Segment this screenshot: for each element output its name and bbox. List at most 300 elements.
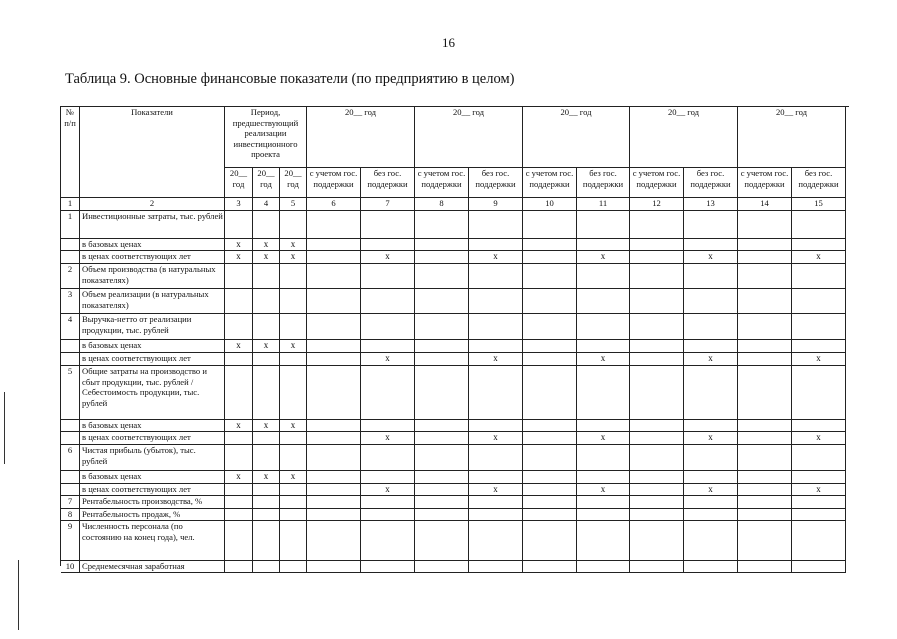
data-cell [630, 251, 684, 264]
data-cell [415, 264, 469, 289]
data-cell [577, 445, 630, 471]
data-cell [738, 471, 792, 484]
data-cell [469, 314, 523, 340]
data-cell [307, 239, 361, 251]
header-num: № п/п [61, 107, 80, 198]
data-cell [630, 432, 684, 445]
data-cell [415, 314, 469, 340]
data-cell [630, 353, 684, 366]
header-without-support: без гос. поддержки [792, 168, 846, 198]
data-cell [523, 340, 577, 353]
row-label: в ценах соответствующих лет [80, 432, 225, 445]
data-cell [415, 561, 469, 573]
data-cell [307, 251, 361, 264]
data-cell [253, 264, 280, 289]
data-cell [253, 314, 280, 340]
data-cell [253, 211, 280, 239]
data-cell [523, 251, 577, 264]
data-cell [469, 340, 523, 353]
data-cell [361, 509, 415, 521]
data-cell [225, 561, 253, 573]
header-period-year: 20__ год [225, 168, 253, 198]
page-number: 16 [442, 35, 455, 50]
data-cell [684, 340, 738, 353]
row-label: Объем реализации (в натуральных показателях) [80, 289, 225, 314]
not-applicable-mark: x [225, 420, 253, 432]
data-cell [630, 264, 684, 289]
data-cell [684, 521, 738, 561]
header-without-support: без гос. поддержки [577, 168, 630, 198]
data-cell [684, 509, 738, 521]
header-with-support: с учетом гос. поддержки [415, 168, 469, 198]
not-applicable-mark: x [577, 251, 630, 264]
not-applicable-mark: x [684, 484, 738, 496]
column-number: 12 [630, 198, 684, 211]
data-cell [738, 496, 792, 509]
column-number: 13 [684, 198, 738, 211]
row-number: 2 [61, 264, 80, 289]
data-cell [469, 366, 523, 420]
data-cell [225, 521, 253, 561]
not-applicable-mark: x [684, 432, 738, 445]
data-cell [469, 420, 523, 432]
data-cell [415, 484, 469, 496]
row-label: Инвестиционные затраты, тыс. рублей [80, 211, 225, 239]
data-cell [792, 471, 846, 484]
row-label: в ценах соответствующих лет [80, 484, 225, 496]
row-number [61, 420, 80, 432]
row-number: 6 [61, 445, 80, 471]
data-cell [280, 211, 307, 239]
data-cell [469, 496, 523, 509]
data-cell [469, 289, 523, 314]
data-cell [523, 314, 577, 340]
not-applicable-mark: x [225, 340, 253, 353]
data-cell [630, 509, 684, 521]
data-cell [523, 366, 577, 420]
data-cell [684, 239, 738, 251]
not-applicable-mark: x [684, 353, 738, 366]
data-cell [225, 445, 253, 471]
not-applicable-mark: x [280, 420, 307, 432]
header-year: 20__ год [523, 107, 630, 168]
data-cell [738, 432, 792, 445]
header-indicator: Показатели [80, 107, 225, 198]
data-cell [253, 289, 280, 314]
data-cell [307, 366, 361, 420]
data-cell [684, 289, 738, 314]
data-cell [415, 239, 469, 251]
data-cell [738, 289, 792, 314]
data-cell [523, 432, 577, 445]
not-applicable-mark: x [253, 251, 280, 264]
data-cell [738, 211, 792, 239]
data-cell [280, 353, 307, 366]
data-cell [307, 289, 361, 314]
data-cell [577, 496, 630, 509]
row-label: в базовых ценах [80, 471, 225, 484]
column-number: 15 [792, 198, 846, 211]
row-label: Среднемесячная заработная [80, 561, 225, 573]
data-cell [577, 340, 630, 353]
data-cell [415, 432, 469, 445]
header-period-year: 20__ год [253, 168, 280, 198]
data-cell [630, 484, 684, 496]
data-cell [225, 289, 253, 314]
data-cell [469, 521, 523, 561]
data-cell [523, 509, 577, 521]
row-label: в базовых ценах [80, 239, 225, 251]
row-number: 7 [61, 496, 80, 509]
data-cell [280, 561, 307, 573]
row-number: 10 [61, 561, 80, 573]
not-applicable-mark: x [253, 340, 280, 353]
data-cell [523, 496, 577, 509]
not-applicable-mark: x [280, 471, 307, 484]
data-cell [738, 264, 792, 289]
not-applicable-mark: x [577, 432, 630, 445]
not-applicable-mark: x [792, 353, 846, 366]
data-cell [577, 211, 630, 239]
data-cell [361, 471, 415, 484]
column-number: 14 [738, 198, 792, 211]
data-cell [577, 509, 630, 521]
data-cell [415, 211, 469, 239]
header-year: 20__ год [307, 107, 415, 168]
data-cell [415, 420, 469, 432]
not-applicable-mark: x [577, 484, 630, 496]
row-label: Объем производства (в натуральных показателях) [80, 264, 225, 289]
column-number: 2 [80, 198, 225, 211]
data-cell [469, 509, 523, 521]
data-cell [577, 521, 630, 561]
data-cell [415, 353, 469, 366]
data-cell [792, 366, 846, 420]
data-cell [225, 264, 253, 289]
data-cell [361, 366, 415, 420]
not-applicable-mark: x [361, 353, 415, 366]
data-cell [738, 251, 792, 264]
not-applicable-mark: x [225, 239, 253, 251]
row-label: Рентабельность производства, % [80, 496, 225, 509]
row-number [61, 251, 80, 264]
row-label: Общие затраты на производство и сбыт продукции, тыс. рублей / Себестоимость продукции, тыс. рублей [80, 366, 225, 420]
not-applicable-mark: x [792, 251, 846, 264]
data-cell [307, 420, 361, 432]
financial-indicators-table [60, 106, 849, 571]
data-cell [307, 521, 361, 561]
row-label: Численность персонала (по состоянию на конец года), чел. [80, 521, 225, 561]
data-cell [225, 366, 253, 420]
data-cell [684, 264, 738, 289]
row-number [61, 432, 80, 445]
data-cell [684, 471, 738, 484]
data-cell [307, 353, 361, 366]
not-applicable-mark: x [225, 251, 253, 264]
row-label: в базовых ценах [80, 340, 225, 353]
data-cell [792, 445, 846, 471]
not-applicable-mark: x [469, 353, 523, 366]
data-cell [792, 314, 846, 340]
column-number: 10 [523, 198, 577, 211]
data-cell [361, 314, 415, 340]
not-applicable-mark: x [253, 471, 280, 484]
not-applicable-mark: x [361, 432, 415, 445]
header-year: 20__ год [630, 107, 738, 168]
data-cell [253, 445, 280, 471]
row-number: 5 [61, 366, 80, 420]
column-number: 9 [469, 198, 523, 211]
header-without-support: без гос. поддержки [361, 168, 415, 198]
row-label: в ценах соответствующих лет [80, 251, 225, 264]
data-cell [307, 484, 361, 496]
data-cell [630, 445, 684, 471]
data-cell [225, 496, 253, 509]
data-cell [280, 366, 307, 420]
data-cell [738, 366, 792, 420]
data-cell [225, 432, 253, 445]
data-cell [280, 484, 307, 496]
not-applicable-mark: x [792, 432, 846, 445]
data-cell [630, 366, 684, 420]
data-cell [792, 496, 846, 509]
data-cell [738, 521, 792, 561]
data-cell [684, 420, 738, 432]
data-cell [523, 561, 577, 573]
data-cell [577, 561, 630, 573]
data-cell [577, 366, 630, 420]
data-cell [523, 353, 577, 366]
header-with-support: с учетом гос. поддержки [523, 168, 577, 198]
not-applicable-mark: x [280, 239, 307, 251]
column-number: 4 [253, 198, 280, 211]
data-cell [577, 420, 630, 432]
data-cell [469, 561, 523, 573]
row-number: 1 [61, 211, 80, 239]
header-with-support: с учетом гос. поддержки [307, 168, 361, 198]
column-number: 5 [280, 198, 307, 211]
margin-line-right [18, 560, 19, 630]
not-applicable-mark: x [253, 420, 280, 432]
row-number [61, 353, 80, 366]
data-cell [280, 496, 307, 509]
data-cell [307, 496, 361, 509]
row-number: 4 [61, 314, 80, 340]
row-number: 8 [61, 509, 80, 521]
data-cell [738, 484, 792, 496]
row-label: в базовых ценах [80, 420, 225, 432]
data-cell [253, 561, 280, 573]
data-cell [738, 509, 792, 521]
data-cell [738, 314, 792, 340]
data-cell [415, 340, 469, 353]
row-label: в ценах соответствующих лет [80, 353, 225, 366]
not-applicable-mark: x [253, 239, 280, 251]
header-without-support: без гос. поддержки [684, 168, 738, 198]
data-cell [792, 211, 846, 239]
column-number: 6 [307, 198, 361, 211]
data-cell [577, 289, 630, 314]
data-cell [307, 340, 361, 353]
data-cell [792, 561, 846, 573]
header-with-support: с учетом гос. поддержки [738, 168, 792, 198]
not-applicable-mark: x [225, 471, 253, 484]
not-applicable-mark: x [469, 251, 523, 264]
data-cell [253, 496, 280, 509]
data-cell [307, 264, 361, 289]
data-cell [738, 340, 792, 353]
data-cell [630, 521, 684, 561]
data-cell [738, 445, 792, 471]
header-without-support: без гос. поддержки [469, 168, 523, 198]
data-cell [469, 211, 523, 239]
row-number: 3 [61, 289, 80, 314]
data-cell [415, 509, 469, 521]
data-cell [307, 561, 361, 573]
data-cell [630, 289, 684, 314]
data-cell [361, 211, 415, 239]
data-cell [415, 445, 469, 471]
data-cell [307, 211, 361, 239]
data-cell [280, 509, 307, 521]
data-cell [684, 561, 738, 573]
data-cell [523, 289, 577, 314]
not-applicable-mark: x [280, 340, 307, 353]
data-cell [523, 445, 577, 471]
data-cell [792, 509, 846, 521]
column-number: 7 [361, 198, 415, 211]
header-year: 20__ год [415, 107, 523, 168]
header-with-support: с учетом гос. поддержки [630, 168, 684, 198]
not-applicable-mark: x [577, 353, 630, 366]
data-cell [280, 521, 307, 561]
column-number: 1 [61, 198, 80, 211]
not-applicable-mark: x [792, 484, 846, 496]
not-applicable-mark: x [361, 251, 415, 264]
data-cell [630, 420, 684, 432]
data-cell [253, 521, 280, 561]
data-cell [280, 432, 307, 445]
row-label: Рентабельность продаж, % [80, 509, 225, 521]
data-cell [523, 471, 577, 484]
data-cell [253, 366, 280, 420]
data-cell [792, 420, 846, 432]
data-cell [469, 239, 523, 251]
not-applicable-mark: x [280, 251, 307, 264]
data-cell [361, 521, 415, 561]
data-cell [577, 471, 630, 484]
data-cell [280, 289, 307, 314]
margin-line-left [4, 392, 5, 464]
data-cell [361, 289, 415, 314]
data-cell [738, 420, 792, 432]
header-period: Период, предшествующий реализации инвестиционного проекта [225, 107, 307, 168]
data-cell [684, 445, 738, 471]
column-number: 3 [225, 198, 253, 211]
data-cell [253, 484, 280, 496]
data-cell [253, 432, 280, 445]
data-cell [523, 239, 577, 251]
data-cell [253, 353, 280, 366]
data-cell [225, 484, 253, 496]
data-cell [280, 314, 307, 340]
data-cell [630, 471, 684, 484]
row-label: Выручка-нетто от реализации продукции, тыс. рублей [80, 314, 225, 340]
data-cell [684, 314, 738, 340]
data-cell [225, 314, 253, 340]
data-cell [307, 509, 361, 521]
data-cell [630, 211, 684, 239]
not-applicable-mark: x [469, 432, 523, 445]
data-cell [361, 340, 415, 353]
data-cell [523, 420, 577, 432]
data-cell [361, 496, 415, 509]
data-cell [523, 211, 577, 239]
data-cell [225, 353, 253, 366]
data-cell [630, 340, 684, 353]
header-year: 20__ год [738, 107, 846, 168]
data-cell [469, 264, 523, 289]
data-cell [361, 420, 415, 432]
data-cell [523, 521, 577, 561]
data-cell [469, 445, 523, 471]
data-cell [307, 314, 361, 340]
data-cell [361, 239, 415, 251]
data-cell [684, 211, 738, 239]
data-cell [280, 264, 307, 289]
data-cell [630, 561, 684, 573]
data-cell [361, 445, 415, 471]
data-cell [415, 289, 469, 314]
data-cell [577, 264, 630, 289]
row-number: 9 [61, 521, 80, 561]
data-cell [415, 366, 469, 420]
not-applicable-mark: x [361, 484, 415, 496]
not-applicable-mark: x [469, 484, 523, 496]
row-number [61, 471, 80, 484]
data-cell [415, 521, 469, 561]
data-cell [361, 264, 415, 289]
row-number [61, 340, 80, 353]
data-cell [630, 496, 684, 509]
data-cell [792, 239, 846, 251]
data-cell [361, 561, 415, 573]
data-cell [684, 496, 738, 509]
row-number [61, 239, 80, 251]
data-cell [225, 509, 253, 521]
not-applicable-mark: x [684, 251, 738, 264]
data-cell [415, 471, 469, 484]
data-cell [523, 484, 577, 496]
data-cell [280, 445, 307, 471]
data-cell [469, 471, 523, 484]
data-cell [738, 353, 792, 366]
data-cell [577, 314, 630, 340]
data-cell [307, 445, 361, 471]
row-number [61, 484, 80, 496]
data-cell [792, 340, 846, 353]
table-title: Таблица 9. Основные финансовые показатели (по предприятию в целом) [65, 71, 515, 87]
data-cell [792, 521, 846, 561]
data-cell [630, 239, 684, 251]
data-cell [415, 496, 469, 509]
data-cell [307, 432, 361, 445]
header-period-year: 20__ год [280, 168, 307, 198]
data-cell [577, 239, 630, 251]
row-label: Чистая прибыль (убыток), тыс. рублей [80, 445, 225, 471]
data-cell [415, 251, 469, 264]
data-cell [307, 471, 361, 484]
